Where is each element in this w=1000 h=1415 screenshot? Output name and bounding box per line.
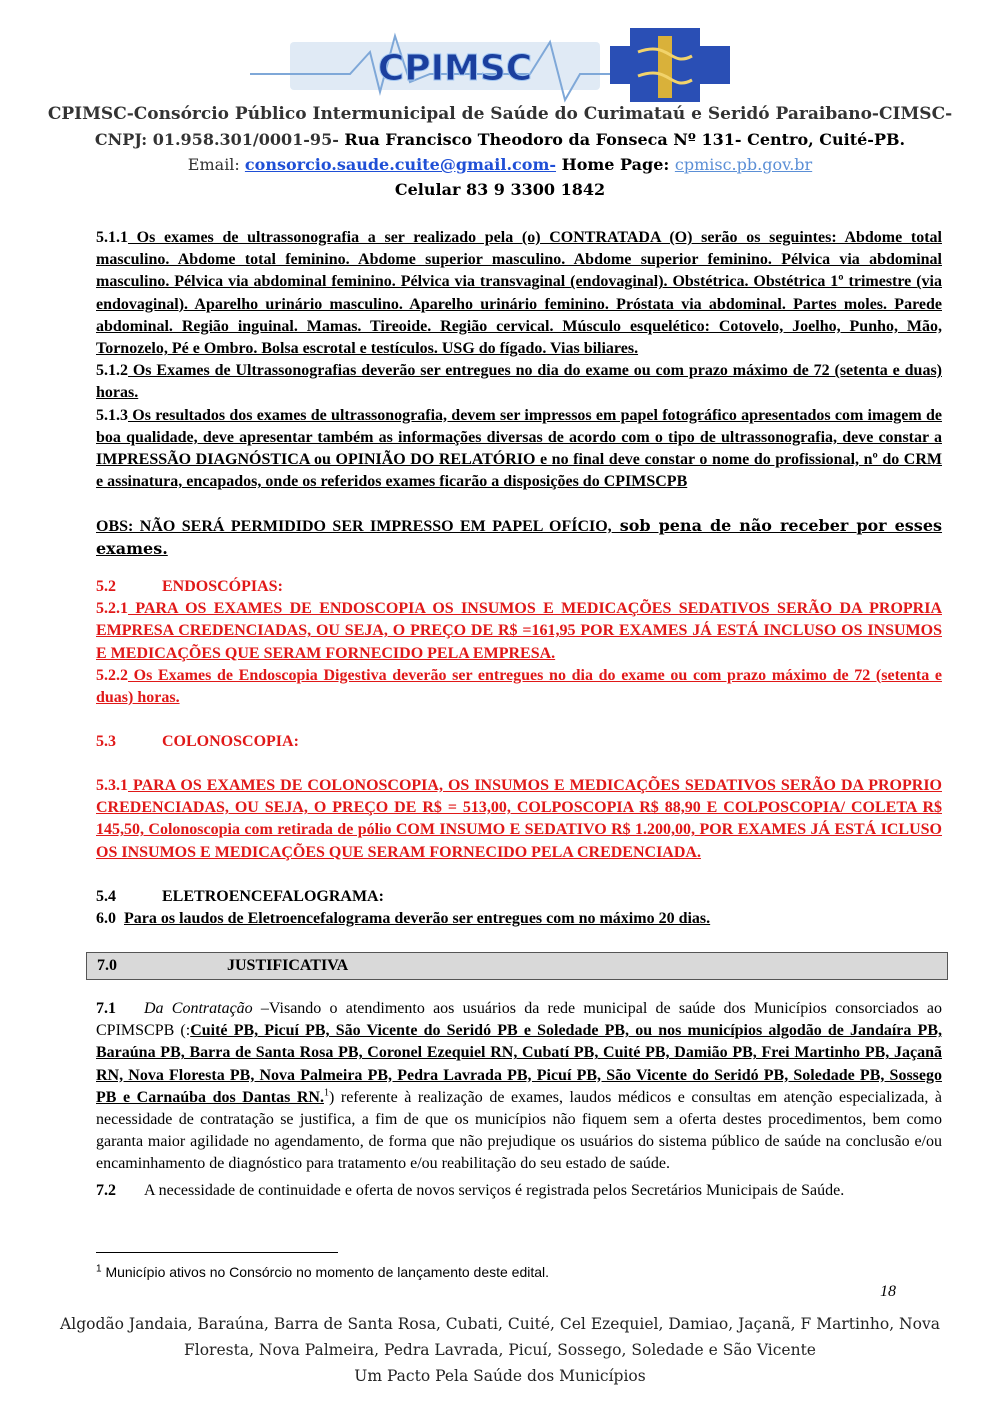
email-label: Email: <box>187 155 245 174</box>
footnote-number: 1 <box>96 1263 102 1275</box>
footnote <box>96 1264 549 1280</box>
obs-note <box>96 515 942 561</box>
section-5-1 <box>96 227 942 493</box>
item-5-1-3-number: 5.1.3 <box>96 406 128 424</box>
cpimsc-logo <box>230 22 770 106</box>
section-5-4-number: 5.4 <box>96 888 116 905</box>
homepage-link[interactable]: cpmisc.pb.gov.br <box>674 155 813 174</box>
item-5-1-3-text: Os resultados dos exames de ultrassonografia, devem ser impressos em papel fotográfico apresentados com imagem de boa qualidade, deve apresentar também as informações diversas de acordo com o tipo de ultrassonografia, deve constar a IMPRESSÃO DIAGNÓSTICA ou OPINIÃO DO RELATÓRIO e no final deve constar o nome do profissional, nº do CRM e assinatura, encapados, onde os referidos exames ficarão a disposições do CPIMSCPB <box>96 406 942 491</box>
footnote-text: Município ativos no Consórcio no momento de lançamento deste edital. <box>101 1264 550 1280</box>
item-7-2-text: A necessidade de continuidade e oferta de novos serviços é registrada pelos Secretários Municipais de Saúde. <box>144 1182 845 1199</box>
header-address: Rua Francisco Theodoro da Fonseca Nº 131- Centro, Cuité-PB. <box>338 130 906 149</box>
section-5-4 <box>96 886 942 930</box>
section-5-3-number: 5.3 <box>96 733 116 750</box>
section-5-3 <box>96 775 942 864</box>
footer-line-1: Algodão Jandaia, Baraúna, Barra de Santa Rosa, Cubati, Cuité, Cel Ezequiel, Damiao, Jaçanã, F Martinho, Nova <box>60 1315 940 1333</box>
footer-line-3: Um Pacto Pela Saúde dos Municípios <box>354 1367 646 1385</box>
section-5-4-heading: ELETROENCEFALOGRAMA: <box>162 888 384 905</box>
item-7-2-number: 7.2 <box>96 1182 116 1199</box>
item-5-1-1-text: Os exames de ultrassonografia a ser realizado pela (o) CONTRATADA (O) serão os seguintes: Abdome total masculino. Abdome total feminino. Abdome superior masculino. Abdome superior feminino. Pélvica via abdominal masculino. Pélvica via abdominal feminino. Pélvica via transvaginal (endovaginal). Obstétrica. Obstétrica 1º trimestre (via endovaginal). Aparelho urinário masculino. Aparelho urinário feminino. Próstata via abdominal. Partes moles. Parede abdominal. Região inguinal. Mamas. Tireoide. Região cervical. Músculo esquelético: Cotovelo, Joelho, Punho, Mão, Tornozelo, Pé e Ombro. Bolsa escrotal e testículos. USG do fígado. Vias biliares. <box>96 229 942 358</box>
item-5-1-2-number: 5.1.2 <box>96 362 128 380</box>
justificativa-heading-bar <box>86 952 948 980</box>
item-5-2-1-text: PARA OS EXAMES DE ENDOSCOPIA OS INSUMOS E MEDICAÇÕES SEDATIVOS SERÃO DA PROPRIA EMPRESA CREDENCIADAS, OU SEJA, O PREÇO DE R$ =161,95 POR EXAMES JÁ ESTÁ INCLUSO OS INSUMOS E MEDICAÇÕES QUE SERAM FORNECIDO PELA EMPRESA. <box>96 600 942 662</box>
header-cnpj: CNPJ: 01.958.301/0001-95- <box>94 130 339 149</box>
item-7-1-number: 7.1 <box>96 1000 116 1017</box>
item-7-1-municipalities: Cuité PB, Picuí PB, São Vicente do Seridó PB e Soledade PB, ou nos municípios algodão de Jandaíra PB, Baraúna PB, Barra de Santa Rosa PB, Coronel Ezequiel RN, Cubatí PB, Cuité PB, Damião PB, Frei Martinho PB, Jaçanã RN, Nova Floresta PB, Nova Palmeira PB, Pedra Lavrada PB, Picuí PB, São Vicente do Seridó PB, Soledade PB, Sossego PB e Carnaúba dos Dantas RN. <box>96 1022 942 1106</box>
svg-text:CPIMSC: CPIMSC <box>377 48 533 89</box>
page-number: 18 <box>880 1283 896 1300</box>
header-contacts <box>0 155 1000 174</box>
justificativa-number: 7.0 <box>97 957 117 974</box>
section-5-3-title: COLONOSCOPIA: <box>162 733 299 750</box>
footnote-divider <box>96 1252 338 1253</box>
section-5-2-heading: ENDOSCÓPIAS: <box>162 578 283 595</box>
item-7-1-text1: –Visando o atendimento aos usuários da rede municipal de saúde dos Municípios consorciados ao CPIMSCPB (: <box>96 1000 942 1040</box>
footnote-ref[interactable]: 1 <box>323 1087 329 1099</box>
section-7-1 <box>96 998 942 1176</box>
item-5-3-1-text: PARA OS EXAMES DE COLONOSCOPIA, OS INSUMOS E MEDICAÇÕES SEDATIVOS SERÃO DA PROPRIO CREDENCIADAS, OU SEJA, O PREÇO DE R$ = 513,00, COLPOSCOPIA R$ 88,90 E COLPOSCOPIA/ COLETA R$ 145,50, Colonoscopia com retirada de pólio COM INSUMO E SEDATIVO R$ 1.200,00, POR EXAMES JÁ ESTÁ ICLUSO OS INSUMOS E MEDICAÇÕES QUE SERAM FORNECIDO PELA CREDENCIADA. <box>96 777 942 861</box>
item-5-1-2-text: Os Exames de Ultrassonografias deverão ser entregues no dia do exame ou com prazo máximo de 72 (setenta e duas) horas. <box>96 362 942 402</box>
item-5-2-1-number: 5.2.1 <box>96 600 128 618</box>
header-phone: Celular 83 9 3300 1842 <box>394 180 606 199</box>
item-7-1-text2: ) referente à realização de exames, laudos médicos e consultas em atenção especializada, à necessidade de contratação se justifica, a fim de que os municípios não fiquem sem a oferta destes procedimentos, bem como garanta maior agilidade no agendamento, de forma que não prejudique os usuários do sistema público de saúde na conclusão e/ou encaminhamento de diagnóstico para tratamento e/ou reabilitação do seu estado de saúde. <box>96 1088 943 1173</box>
item-7-1-italic: Da Contratação <box>144 1000 253 1017</box>
item-5-2-2-number: 5.2.2 <box>96 666 128 684</box>
header-consortium-name: CPIMSC-Consórcio Público Intermunicipal de Saúde do Curimataú e Seridó Paraibano-CIMSC- <box>47 104 953 124</box>
item-5-1-1-number: 5.1.1 <box>96 229 128 246</box>
footer <box>0 1311 1000 1389</box>
obs-tail: sob pena de não receber por esses exames. <box>96 516 943 559</box>
section-5-2-number: 5.2 <box>96 578 116 595</box>
item-5-2-2-text: Os Exames de Endoscopia Digestiva deverão ser entregues no dia do exame ou com prazo máximo de 72 (setenta e duas) horas. <box>96 666 942 707</box>
email-link[interactable]: consorcio.saude.cuite@gmail.com- <box>244 155 557 174</box>
item-5-3-1-number: 5.3.1 <box>96 777 128 794</box>
homepage-label: Home Page: <box>556 155 675 174</box>
item-6-0-text: Para os laudos de Eletroencefalograma deverão ser entregues com no máximo 20 dias. <box>124 910 711 928</box>
section-7-2 <box>96 1180 942 1202</box>
header-cnpj-address <box>0 130 1000 149</box>
section-5-3-heading <box>96 731 942 753</box>
item-6-0-number: 6.0 <box>96 910 116 928</box>
justificativa-title: JUSTIFICATIVA <box>227 957 349 974</box>
section-5-2 <box>96 576 942 709</box>
obs-text: OBS: NÃO SERÁ PERMIDIDO SER IMPRESSO EM PAPEL OFÍCIO, <box>96 518 612 535</box>
footer-line-2: Floresta, Nova Palmeira, Pedra Lavrada, Picuí, Sossego, Soledade e São Vicente <box>184 1341 816 1359</box>
